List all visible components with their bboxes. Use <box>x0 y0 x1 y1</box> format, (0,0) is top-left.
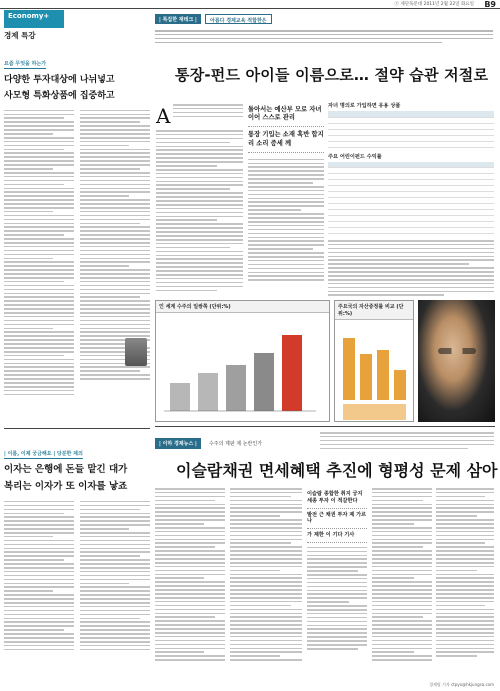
lower-body-col-2 <box>230 488 302 661</box>
divider-left <box>4 428 150 429</box>
reporter-photo <box>125 338 147 366</box>
feature-body-col-1 <box>156 130 243 291</box>
page-header <box>0 0 500 9</box>
lower-body-col-3 <box>372 488 432 661</box>
lower-headline: 이슬람채권 면세혜택 추진에 형평성 문제 삼아 <box>176 461 498 480</box>
section-title: 경제 특강 <box>4 31 36 40</box>
sidebox-item-2: 통장 기입는 소재 혹반 합지 리 소리 증세 께 <box>248 127 324 152</box>
chart2-title: 주요국의 자산증정률 비교 (단위:%) <box>335 301 413 320</box>
chart1-bar-1 <box>170 383 190 411</box>
feature-subtag: 아름다 경제교육 적합한은 <box>205 14 272 24</box>
table2-title: 주요 어린이펀드 수익률 <box>328 153 382 160</box>
left-headline-1: 다양한 투자대상에 나뉘넣고 <box>4 75 115 85</box>
chart1-bar-3 <box>226 365 246 411</box>
sidebox-body <box>248 159 324 281</box>
lower-left-headline-2: 복리는 이자가 또 이자를 낳죠 <box>4 480 128 492</box>
lower-left-body <box>4 501 150 650</box>
lower-tag: | 이하 경제뉴스 | <box>155 438 201 449</box>
chart2-bar-1 <box>343 338 355 400</box>
chart1-bar-4 <box>254 353 274 411</box>
lower-body-col-1 <box>155 488 225 661</box>
child-photo <box>418 300 495 422</box>
chart-1 <box>155 300 330 422</box>
chart2-bar-2 <box>360 354 372 400</box>
chart1-bar-5 <box>282 335 302 411</box>
byline: 경제팀 기자 ctpyo@hkjungsa.com <box>429 682 494 687</box>
lower-lead <box>320 432 494 449</box>
chart1-title: 인 세계 수주의 일쌍쪽 (단위:%) <box>156 301 329 313</box>
chart-2 <box>334 300 414 422</box>
section-brand: Economy+ <box>4 10 64 28</box>
chart2-bar-4 <box>394 370 406 400</box>
chart1-bar-2 <box>198 373 218 411</box>
lower-body-col-4 <box>436 488 494 657</box>
left-headline-2: 사모형 특화상품에 집중하고 <box>4 91 115 102</box>
table1 <box>328 111 494 148</box>
feature-sidebox <box>248 102 324 281</box>
lower-left-headline-1: 이자는 은행에 돈들 맡긴 대가 <box>4 464 128 475</box>
feature-body-col-1a <box>173 104 243 117</box>
page-number: B9 <box>484 0 496 9</box>
dateline: ⓔ 제단독문대 2011년 2월 22일 화요일 <box>394 2 474 7</box>
sidebox-item-1: 돌아서는 예산부 모로 자녀 이어 스스로 관리 <box>248 102 324 127</box>
feature-headline: 통장-펀드 아이들 이름으로… 절약 습관 저절로 <box>175 66 489 84</box>
lower-left-kicker: | 이름, 이제 궁금해요 | 당분한 제의 <box>4 451 83 457</box>
left-kicker: 요즘 무엇을 하는가 <box>4 61 47 67</box>
feature-tables <box>328 102 494 296</box>
lower-sidebox-item-1: 이슬람 종합한 취지 궁지 세종 투자 이 적갈한다 <box>307 488 367 509</box>
chart1-svg <box>156 313 329 421</box>
chart2-svg <box>335 320 413 428</box>
lower-tag-row <box>155 430 262 449</box>
divider-right <box>155 426 495 427</box>
feature-tag: | 특집한 재테크 | <box>155 14 201 24</box>
lower-sidebox <box>307 488 367 650</box>
lower-sidebox-item-3: 가 제한 이 기다 기사 <box>307 529 367 543</box>
lower-sidebox-item-2: 발전 근 채권 투자 제 가르나 <box>307 509 367 530</box>
chart2-bar-5 <box>343 404 406 420</box>
feature-body-col-3 <box>328 240 494 296</box>
lower-tagsub: 수주의 제판 제 논란인가 <box>208 441 263 447</box>
table1-title: 자녀 명의로 가입하면 유용 상품 <box>328 103 401 109</box>
dropcap: A <box>156 104 171 128</box>
table2 <box>328 162 494 235</box>
lower-left-article <box>4 440 150 650</box>
chart2-bar-3 <box>377 350 389 400</box>
left-body-col-1 <box>4 110 74 396</box>
feature-lead <box>155 30 493 43</box>
